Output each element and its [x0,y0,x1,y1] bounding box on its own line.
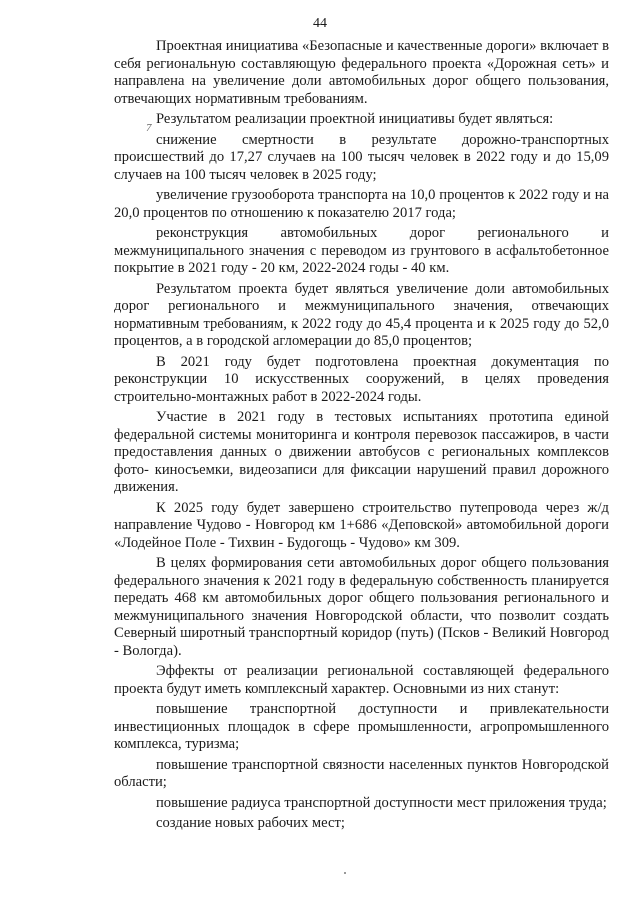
paragraph: увеличение грузооборота транспорта на 10,0 процентов к 2022 году и на 20,0 процентов по отношению к показателю 2017 года; [114,187,609,221]
document-body [114,38,609,836]
paragraph: снижение смертности в результате дорожно-транспортных происшествий до 17,27 случаев на 100 тысяч человек в 2022 году и до 15,09 случаев на 100 тысяч человек в 2025 году; [114,131,609,183]
paragraph: повышение транспортной доступности и привлекательности инвестиционных площадок в сфере промышленности, агропромышленного комплекса, туризма; [114,701,609,752]
margin-handwritten-mark: 7 [146,122,152,134]
paragraph: Результатом реализации проектной инициативы будет являться: [156,111,554,127]
paragraph: Проектная инициатива «Безопасные и качественные дороги» включает в себя региональную составляющую федерального проекта «Дорожная сеть» и направлена на увеличение доли автомобильных дорог общего пользования, отвечающих нормативным требованиям. [114,38,609,107]
paragraph: повышение радиуса транспортной доступности мест приложения труда; [156,794,607,811]
paragraph: К 2025 году будет завершено строительство путепровода через ж/д направление Чудово - Новгород км 1+686 «Деповской» автомобильной дороги «Лодейное Поле - Тихвин - Будогощь - Чудово» км 309. [114,499,609,551]
paragraph: В целях формирования сети автомобильных дорог общего пользования федерального значения к 2021 году в федеральную собственность планируется передать 468 км автомобильных дорог общего пользования регионального и межмуниципального значения Новгородской области, что позволит создать Северный широтный транспортный коридор (путь) (Псков - Великий Новгород - Вологда). [114,555,609,659]
paragraph: В 2021 году будет подготовлена проектная документация по реконструкции 10 искусственных сооружений, в целях проведения строительно-монтажных работ в 2022-2024 годы. [114,353,609,405]
paragraph: Эффекты от реализации региональной составляющей федерального проекта будут иметь комплексный характер. Основными из них станут: [114,663,609,697]
paragraph: создание новых рабочих мест; [156,815,345,831]
scan-speck [344,872,346,874]
paragraph: реконструкция автомобильных дорог регионального и межмуниципального значения с переводом из грунтового в асфальтобетонное покрытие в 2021 году - 20 км, 2022-2024 годы - 40 км. [114,225,609,276]
paragraph: Результатом проекта будет являться увеличение доли автомобильных дорог регионального и межмуниципального значения, отвечающих нормативным требованиям, к 2022 году до 45,4 процента и к 2025 году до 52,0 процентов, а в городской агломерации до 85,0 процентов; [114,280,609,349]
page-number: 44 [313,16,327,31]
paragraph: Участие в 2021 году в тестовых испытаниях прототипа единой федеральной системы мониторинга и контроля перевозок пассажиров, в части предоставления данных о движении автобусов с региональных комплексов фото- киносъемки, видеозаписи для фиксации нарушений правил дорожного движения. [114,409,609,495]
paragraph: повышение транспортной связности населенных пунктов Новгородской области; [114,756,609,790]
